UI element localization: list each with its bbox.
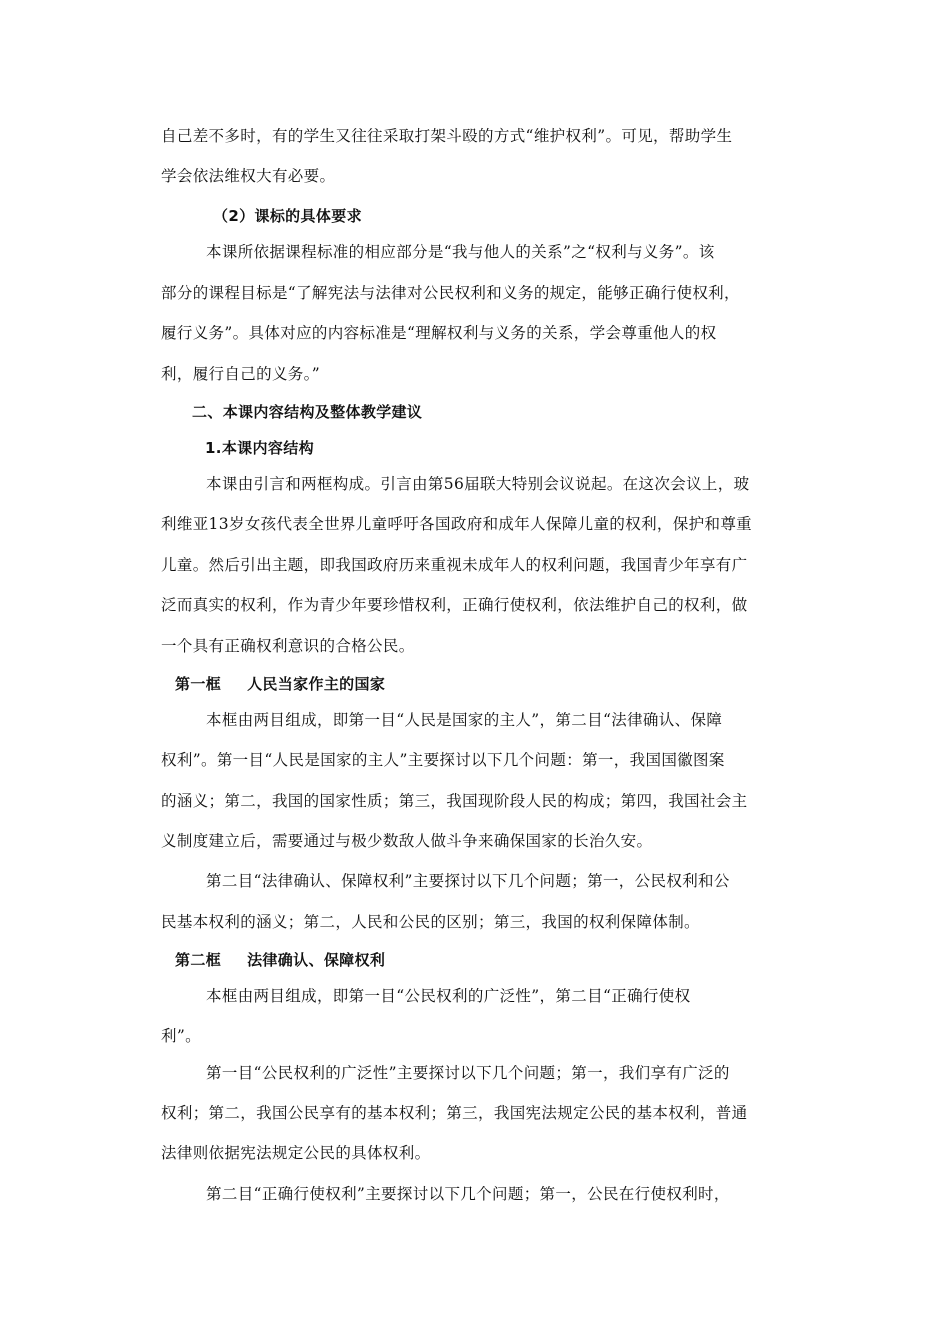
paragraph-line: 第二目“法律确认、保障权利”主要探讨以下几个问题；第一，公民权利和公 — [206, 872, 730, 890]
subsection-heading: 1.本课内容结构 — [205, 439, 314, 457]
paragraph-line: 权利；第二，我国公民享有的基本权利；第三，我国宪法规定公民的基本权利，普通 — [161, 1104, 748, 1122]
paragraph-line: 本课由引言和两框构成。引言由第56届联大特别会议说起。在这次会议上，玻 — [206, 475, 750, 493]
paragraph-line: 义制度建立后，需要通过与极少数敌人做斗争来确保国家的长治久安。 — [161, 832, 653, 850]
paragraph-line: 自己差不多时，有的学生又往往采取打架斗殴的方式“维护权利”。可见，帮助学生 — [161, 127, 733, 145]
paragraph-line: 民基本权利的涵义；第二，人民和公民的区别；第三，我国的权利保障体制。 — [161, 913, 700, 931]
frame-title: 法律确认、保障权利 — [247, 951, 386, 969]
frame-title: 人民当家作主的国家 — [247, 675, 386, 693]
paragraph-line: 第一目“公民权利的广泛性”主要探讨以下几个问题；第一，我们享有广泛的 — [206, 1064, 730, 1082]
paragraph-line: 儿童。然后引出主题，即我国政府历来重视未成年人的权利问题，我国青少年享有广 — [161, 556, 748, 574]
paragraph-line: 利”。 — [161, 1027, 201, 1045]
paragraph-line: 一个具有正确权利意识的合格公民。 — [161, 637, 415, 655]
frame-label: 第二框 — [175, 951, 222, 969]
paragraph-line: 利维亚13岁女孩代表全世界儿童呼吁各国政府和成年人保障儿童的权利，保护和尊重 — [161, 515, 753, 533]
paragraph-line: 第二目“正确行使权利”主要探讨以下几个问题；第一，公民在行使权利时， — [206, 1185, 730, 1203]
paragraph-line: 履行义务”。具体对应的内容标准是“理解权利与义务的关系，学会尊重他人的权 — [161, 324, 717, 342]
subsection-heading: （2）课标的具体要求 — [213, 207, 362, 225]
paragraph-line: 利，履行自己的义务。” — [161, 365, 321, 383]
section-heading: 二、本课内容结构及整体教学建议 — [192, 403, 423, 421]
paragraph-line: 学会依法维权大有必要。 — [161, 167, 336, 185]
paragraph-line: 本框由两目组成，即第一目“人民是国家的主人”，第二目“法律确认、保障 — [206, 711, 723, 729]
paragraph-line: 部分的课程目标是“了解宪法与法律对公民权利和义务的规定，能够正确行使权利， — [161, 284, 740, 302]
frame-heading — [175, 674, 385, 694]
paragraph-line: 法律则依据宪法规定公民的具体权利。 — [161, 1144, 431, 1162]
paragraph-line: 权利”。第一目“人民是国家的主人”主要探讨以下几个问题：第一，我国国徽图案 — [161, 751, 725, 769]
frame-heading — [175, 950, 385, 970]
paragraph-line: 本课所依据课程标准的相应部分是“我与他人的关系”之“权利与义务”。该 — [206, 243, 715, 261]
frame-label: 第一框 — [175, 675, 222, 693]
paragraph-line: 泛而真实的权利，作为青少年要珍惜权利，正确行使权利，依法维护自己的权利，做 — [161, 596, 748, 614]
paragraph-line: 的涵义；第二，我国的国家性质；第三，我国现阶段人民的构成；第四，我国社会主 — [161, 792, 748, 810]
paragraph-line: 本框由两目组成，即第一目“公民权利的广泛性”，第二目“正确行使权 — [206, 987, 691, 1005]
